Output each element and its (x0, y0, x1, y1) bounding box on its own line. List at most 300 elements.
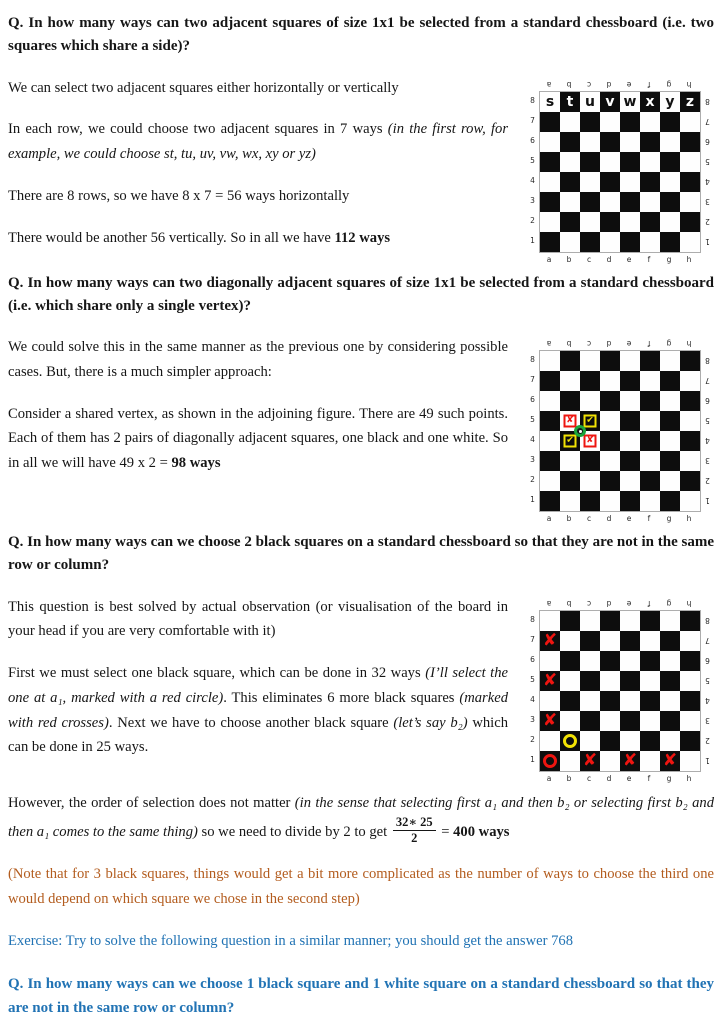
board-square (640, 112, 660, 132)
board-square (540, 411, 560, 431)
file-label: g (666, 598, 672, 608)
board-square (680, 611, 700, 631)
board-square (560, 671, 580, 691)
file-label: b (566, 339, 572, 348)
board-square (560, 371, 580, 391)
board-square (600, 112, 620, 132)
board-square (580, 711, 600, 731)
board-square (620, 611, 640, 631)
board-square (680, 391, 700, 411)
board-square (660, 172, 680, 192)
rank-label: 4 (705, 436, 710, 445)
board-square (580, 471, 600, 491)
question-1-heading: Q. In how many ways can two adjacent squares of size 1x1 be selected from a standard chessboard (i.e. two squares which share a side)? (8, 15, 714, 55)
board-square (680, 351, 700, 371)
board-square (620, 172, 640, 192)
board-square (660, 451, 680, 471)
file-label: c (586, 79, 592, 89)
yellow-ring-mark (563, 734, 577, 748)
board-square (560, 351, 580, 371)
board-square (640, 192, 660, 212)
file-labels (539, 772, 699, 785)
file-label: h (686, 514, 692, 523)
rank-labels (701, 610, 714, 772)
board-square (640, 631, 660, 651)
board-square (640, 731, 660, 751)
board-square (660, 471, 680, 491)
board-square (660, 671, 680, 691)
board-square (540, 491, 560, 511)
file-label: e (626, 254, 632, 264)
board-square (600, 212, 620, 232)
rank-label: 2 (530, 475, 535, 484)
file-label: c (586, 254, 592, 264)
board-square (540, 691, 560, 711)
board-square (600, 172, 620, 192)
rank-label: 1 (705, 496, 710, 505)
file-label: d (606, 773, 612, 783)
rank-label: 7 (530, 634, 535, 644)
rank-label: 5 (530, 415, 535, 424)
rank-label: 8 (530, 95, 535, 105)
file-label: h (686, 773, 692, 783)
board-square (580, 671, 600, 691)
file-labels (539, 512, 699, 525)
file-label: e (626, 339, 632, 348)
corner-spacer (699, 78, 712, 91)
board-square (560, 471, 580, 491)
file-label: f (647, 514, 651, 523)
italic-note: (marked with red crosses) (8, 689, 508, 731)
rank-label: 7 (705, 116, 710, 126)
board-square (540, 371, 560, 391)
board-square (580, 391, 600, 411)
board-square (540, 611, 560, 631)
file-label: a (546, 773, 552, 783)
file-label: g (666, 773, 672, 783)
file-label: d (606, 598, 612, 608)
file-label: f (647, 339, 651, 348)
file-labels (539, 337, 699, 350)
fraction-numerator: 32∗ 25 (393, 815, 436, 830)
corner-spacer (526, 512, 539, 525)
board-square (540, 431, 560, 451)
board-square (620, 451, 640, 471)
file-label: c (586, 514, 592, 523)
file-label: h (686, 79, 692, 89)
board-squares (539, 91, 701, 253)
board-square (640, 351, 660, 371)
rank-label: 6 (705, 396, 710, 405)
section-2 (8, 335, 714, 523)
board-square (560, 451, 580, 471)
board-square (540, 451, 560, 471)
board-square (680, 132, 700, 152)
board-squares (539, 610, 701, 772)
board-square (560, 132, 580, 152)
yellow-box-check-mark: ✔ (564, 435, 577, 448)
board-square (580, 691, 600, 711)
board-square (680, 212, 700, 232)
board-square (660, 152, 680, 172)
chessboard-figure-adjacent (526, 78, 714, 266)
board-square (580, 371, 600, 391)
text-run: We can select two adjacent squares either horizontally or vertically (8, 79, 399, 96)
file-label: b (566, 598, 572, 608)
board-square: v (600, 92, 620, 112)
board-middle (526, 91, 714, 253)
file-labels (539, 253, 699, 266)
board-square (640, 751, 660, 771)
board-square (640, 611, 660, 631)
board-square (620, 371, 640, 391)
rank-label: 3 (705, 196, 710, 206)
board-square (660, 651, 680, 671)
board-square (680, 671, 700, 691)
red-x-mark: ✘ (542, 630, 558, 650)
board-square: z (680, 92, 700, 112)
board-square (540, 391, 560, 411)
corner-spacer (526, 337, 539, 350)
board-square (580, 152, 600, 172)
yellow-box-check-mark: ✔ (584, 415, 597, 428)
file-label: h (686, 254, 692, 264)
rank-label: 7 (705, 635, 710, 645)
board-square (580, 172, 600, 192)
board-square (680, 471, 700, 491)
board-square (640, 671, 660, 691)
file-label: a (546, 79, 552, 89)
board-square (620, 391, 640, 411)
rank-label: 7 (530, 375, 535, 384)
section-3 (8, 595, 714, 783)
rank-labels (701, 91, 714, 253)
board-square (640, 431, 660, 451)
board-square (600, 631, 620, 651)
file-label: e (626, 514, 632, 523)
board-square (540, 192, 560, 212)
rank-label: 5 (530, 674, 535, 684)
board-square (580, 232, 600, 252)
file-label: f (647, 773, 651, 783)
board-square (660, 192, 680, 212)
file-label: e (626, 598, 632, 608)
board-square: t (560, 92, 580, 112)
board-squares (539, 350, 701, 512)
text-run: We could solve this in the same manner as the previous one by considering possible cases. But, there is a much simpler approach: (8, 339, 508, 380)
board-square (560, 212, 580, 232)
rank-labels (526, 91, 539, 253)
rank-label: 2 (705, 476, 710, 485)
rank-labels (701, 350, 714, 512)
board-square (600, 431, 620, 451)
board-square (640, 471, 660, 491)
rank-label: 6 (530, 654, 535, 664)
board-square: s (540, 92, 560, 112)
red-x-mark: ✘ (542, 710, 558, 730)
rank-label: 4 (530, 694, 535, 704)
text-run: = (437, 824, 454, 841)
file-label: a (546, 254, 552, 264)
board-square (540, 731, 560, 751)
board-square (680, 411, 700, 431)
board-square (560, 711, 580, 731)
rank-label: 8 (705, 96, 710, 106)
board-square (600, 491, 620, 511)
red-x-mark: ✘ (622, 750, 638, 770)
file-label: b (566, 773, 572, 783)
board-square (640, 651, 660, 671)
green-vertex-ring-mark (574, 425, 586, 437)
board-square (620, 212, 640, 232)
board-square (580, 731, 600, 751)
board-square (600, 391, 620, 411)
rank-label: 7 (705, 376, 710, 385)
board-square (640, 411, 660, 431)
corner-spacer (526, 772, 539, 785)
board-square (540, 132, 560, 152)
board-square (620, 471, 640, 491)
question-3-heading: Q. In how many ways can we choose 2 black squares on a standard chessboard so that they are not in the same row or column? (8, 534, 714, 574)
red-x-mark: ✘ (582, 750, 598, 770)
board-square (680, 192, 700, 212)
rank-label: 5 (705, 156, 710, 166)
rank-label: 4 (705, 176, 710, 186)
rank-label: 4 (530, 175, 535, 185)
board-square (680, 232, 700, 252)
board-square (560, 491, 580, 511)
board-square (660, 411, 680, 431)
board-square (660, 631, 680, 651)
board-square (660, 711, 680, 731)
board-square (680, 112, 700, 132)
file-label: a (546, 514, 552, 523)
corner-spacer (699, 337, 712, 350)
file-label: e (626, 773, 632, 783)
file-label: d (606, 79, 612, 89)
board-square (600, 152, 620, 172)
answer-112-ways: 112 ways (334, 229, 391, 246)
board-square (540, 112, 560, 132)
board-square: x (640, 92, 660, 112)
board-square (660, 611, 680, 631)
text-run: . Next we have to choose another black square (108, 714, 394, 731)
board-square (680, 451, 700, 471)
board-top-labels (526, 337, 714, 350)
red-x-mark: ✘ (542, 670, 558, 690)
board-square (600, 651, 620, 671)
fraction-denominator: 2 (411, 830, 418, 845)
board-square (620, 631, 640, 651)
board-square (560, 112, 580, 132)
board-square (640, 451, 660, 471)
board-square: y (660, 92, 680, 112)
board-square (640, 212, 660, 232)
board-bottom-labels (526, 772, 714, 785)
text-run: There would be another 56 vertically. So in all we have (8, 229, 335, 246)
corner-spacer (526, 78, 539, 91)
file-label: d (606, 514, 612, 523)
red-ring-mark (543, 754, 557, 768)
board-square (640, 232, 660, 252)
file-label: c (586, 339, 592, 348)
board-square (560, 172, 580, 192)
board-square (680, 152, 700, 172)
board-square (600, 471, 620, 491)
board-square (640, 371, 660, 391)
board-square (600, 371, 620, 391)
board-middle (526, 350, 714, 512)
text-run: so we need to divide by 2 to get (197, 824, 391, 841)
board-square (680, 691, 700, 711)
board-square (600, 731, 620, 751)
board-square (580, 651, 600, 671)
board-square (640, 132, 660, 152)
file-label: e (626, 79, 632, 89)
vertex-center-dot (579, 430, 582, 433)
board-square (620, 731, 640, 751)
file-label: f (647, 598, 651, 608)
board-square (560, 611, 580, 631)
italic-note: (in the first row, for example, we could choose st, tu, uv, vw, wx, xy or yz) (8, 121, 508, 163)
file-label: b (566, 514, 572, 523)
file-label: g (666, 254, 672, 264)
file-labels (539, 78, 699, 91)
rank-label: 1 (530, 495, 535, 504)
text-run: Consider a shared vertex, as shown in the adjoining figure. There are 49 such points. Each of them has 2 pairs of diagonally adjacent squares, one black and one white. So in all we will have 49 x 2 = (8, 405, 508, 472)
board-square (680, 631, 700, 651)
board-square (640, 491, 660, 511)
board-square (640, 711, 660, 731)
rank-label: 1 (530, 235, 535, 245)
rank-label: 2 (530, 734, 535, 744)
board-square (540, 651, 560, 671)
fraction (391, 815, 438, 845)
file-label: c (586, 773, 592, 783)
red-x-mark: ✘ (662, 750, 678, 770)
corner-spacer (699, 253, 712, 266)
board-square (680, 371, 700, 391)
corner-spacer (699, 597, 712, 610)
corner-spacer (526, 253, 539, 266)
board-square (660, 491, 680, 511)
corner-spacer (699, 512, 712, 525)
board-square (560, 691, 580, 711)
board-square (660, 371, 680, 391)
text-run: First we must select one black square, which can be done in 32 ways (8, 665, 426, 682)
board-square (560, 192, 580, 212)
file-labels (539, 597, 699, 610)
rank-labels (526, 350, 539, 512)
board-middle (526, 610, 714, 772)
board-square (540, 152, 560, 172)
exercise-paragraph: Exercise: Try to solve the following question in a similar manner; you should get the answer 768 (8, 932, 574, 949)
rank-label: 4 (705, 695, 710, 705)
red-box-x-mark: ✘ (584, 435, 597, 448)
board-square: u (580, 92, 600, 112)
rank-labels (526, 610, 539, 772)
board-square (620, 491, 640, 511)
file-label: d (606, 254, 612, 264)
file-label: g (666, 339, 672, 348)
board-square (660, 112, 680, 132)
board-square (680, 711, 700, 731)
board-square (600, 232, 620, 252)
board-square (560, 651, 580, 671)
note-paragraph: (Note that for 3 black squares, things would get a bit more complicated as the number of ways to choose the third one would depend on which square we chose in the second step) (8, 866, 714, 907)
board-square (580, 611, 600, 631)
board-square (600, 691, 620, 711)
board-square (660, 132, 680, 152)
board-square (660, 691, 680, 711)
text-run: However, the order of selection does not matter (8, 794, 295, 811)
rank-label: 8 (705, 615, 710, 625)
board-bottom-labels (526, 253, 714, 266)
board-square (600, 611, 620, 631)
board-square (680, 172, 700, 192)
question-4-heading: Q. In how many ways can we choose 1 black square and 1 white square on a standard chessboard so that they are not in the same row or column? (8, 976, 714, 1016)
file-label: d (606, 339, 612, 348)
file-label: f (647, 79, 651, 89)
board-square (580, 451, 600, 471)
italic-note: (let’s say b₂) (393, 714, 468, 731)
board-square (680, 731, 700, 751)
division-paragraph (8, 791, 714, 846)
board-square (620, 431, 640, 451)
board-square (560, 232, 580, 252)
board-square (620, 132, 640, 152)
board-square (600, 192, 620, 212)
section-1 (8, 76, 714, 264)
rank-label: 1 (705, 755, 710, 765)
rank-label: 6 (530, 395, 535, 404)
rank-label: 4 (530, 435, 535, 444)
rank-label: 5 (705, 416, 710, 425)
board-square (640, 172, 660, 192)
board-square (540, 351, 560, 371)
board-square (580, 212, 600, 232)
board-square (640, 691, 660, 711)
board-square (620, 112, 640, 132)
rank-label: 8 (705, 356, 710, 365)
board-square (620, 671, 640, 691)
board-square (600, 411, 620, 431)
board-top-labels (526, 78, 714, 91)
file-label: b (566, 254, 572, 264)
board-square (540, 471, 560, 491)
rank-label: 3 (530, 714, 535, 724)
rank-label: 5 (530, 155, 535, 165)
board-square (680, 491, 700, 511)
board-square (540, 212, 560, 232)
rank-label: 3 (705, 715, 710, 725)
text-run: which can be done in 25 ways. (8, 714, 508, 756)
rank-label: 1 (705, 236, 710, 246)
board-square (560, 751, 580, 771)
rank-label: 7 (530, 115, 535, 125)
rank-label: 5 (705, 675, 710, 685)
board-square (620, 351, 640, 371)
board-square (680, 651, 700, 671)
file-label: f (647, 254, 651, 264)
file-label: a (546, 339, 552, 348)
board-top-labels (526, 597, 714, 610)
file-label: g (666, 79, 672, 89)
text-run: This question is best solved by actual observation (or visualisation of the board in your head if you are very comfortable with it) (8, 598, 508, 640)
text-run: There are 8 rows, so we have 8 x 7 = 56 ways horizontally (8, 187, 350, 204)
board-square (600, 451, 620, 471)
board-square (680, 431, 700, 451)
